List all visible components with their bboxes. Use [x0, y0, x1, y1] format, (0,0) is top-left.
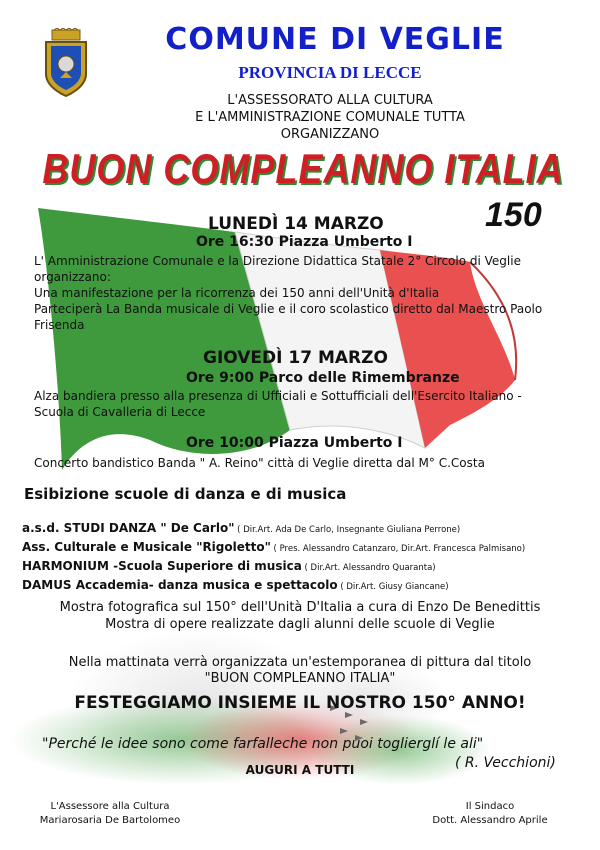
- organizer-line-2: E L'AMMINISTRAZIONE COMUNALE TUTTA: [195, 110, 465, 125]
- signature-right-name: Dott. Alessandro Aprile: [432, 815, 548, 826]
- comune-title: COMUNE DI VEGLIE: [165, 22, 505, 57]
- event1-date: LUNEDÌ 14 MARZO: [208, 214, 384, 234]
- association-detail: ( Dir.Art. Ada De Carlo, Insegnante Giuliana Perrone): [234, 525, 461, 535]
- association-item: [22, 558, 592, 577]
- event1-line: L' Amministrazione Comunale e la Direzione Didattica Statale 2° Circolo di Veglie: [34, 254, 521, 268]
- anniversary-number: 150: [485, 196, 542, 234]
- association-detail: ( Pres. Alessandro Catanzaro, Dir.Art. Francesca Palmisano): [270, 544, 526, 554]
- associations-list: [22, 520, 592, 596]
- event1-description: [34, 253, 574, 333]
- association-name: HARMONIUM -Scuola Superiore di musica: [22, 559, 302, 573]
- event1-line: organizzano:: [34, 270, 111, 284]
- signature-left-name: Mariarosaria De Bartolomeo: [39, 815, 181, 826]
- quote-author: ( R. Vecchioni): [455, 755, 556, 771]
- event2-time2: Ore 10:00 Piazza Umberto I: [186, 435, 403, 451]
- event2-line: Alza bandiera presso alla presenza di Ufficiali e Sottufficiali dell'Esercito Italiano -: [34, 389, 522, 403]
- association-name: Ass. Culturale e Musicale "Rigoletto": [22, 540, 271, 554]
- provincia-subtitle: PROVINCIA DI LECCE: [238, 63, 422, 82]
- signature-left-role: L'Assessore alla Cultura: [50, 801, 170, 812]
- coat-of-arms-icon: [40, 28, 92, 100]
- event2-line: Scuola di Cavalleria di Lecce: [34, 405, 206, 419]
- main-title: BUON COMPLEANNO ITALIA: [42, 144, 564, 192]
- organizer-line-3: ORGANIZZANO: [280, 127, 380, 142]
- association-name: DAMUS Accademia- danza musica e spettacolo: [22, 578, 338, 592]
- association-item: [22, 520, 592, 539]
- exhibition-title: Esibizione scuole di danza e di musica: [24, 485, 347, 503]
- signature-right: [390, 800, 590, 828]
- association-name: a.s.d. STUDI DANZA " De Carlo": [22, 521, 235, 535]
- auguri-text: AUGURI A TUTTI: [245, 763, 355, 777]
- event1-line: Parteciperà La Banda musicale di Veglie e il coro scolastico diretto dal Maestro Paolo: [34, 302, 543, 316]
- quote-text: "Perché le idee sono come farfalleche non puoi toglierglí le ali": [42, 736, 484, 752]
- event1-time: Ore 16:30 Piazza Umberto I: [196, 234, 413, 250]
- mostra-line-1: Mostra fotografica sul 150° dell'Unità D'Italia a cura di Enzo De Benedittis: [59, 600, 541, 615]
- association-detail: ( Dir.Art. Giusy Giancane): [337, 582, 449, 592]
- painting-line-2: "BUON COMPLEANNO ITALIA": [204, 671, 396, 686]
- association-detail: ( Dir.Art. Alessandro Quaranta): [301, 563, 436, 573]
- painting-line-1: Nella mattinata verrà organizzata un'estemporanea di pittura dal titolo: [68, 655, 532, 670]
- event2-description: [34, 388, 574, 420]
- event2-time: Ore 9:00 Parco delle Rimembranze: [186, 370, 460, 386]
- signature-right-role: Il Sindaco: [465, 801, 515, 812]
- event2-date: GIOVEDÌ 17 MARZO: [203, 348, 388, 368]
- association-item: [22, 577, 592, 596]
- event2-concert: Concerto bandistico Banda " A. Reino" città di Veglie diretta dal M° C.Costa: [34, 456, 485, 470]
- signature-left: [10, 800, 210, 828]
- association-item: [22, 539, 592, 558]
- festeggiamo-banner: FESTEGGIAMO INSIEME IL NOSTRO 150° ANNO!: [74, 693, 526, 713]
- event1-line: Una manifestazione per la ricorrenza dei 150 anni dell'Unità d'Italia: [34, 286, 440, 300]
- mostra-line-2: Mostra di opere realizzate dagli alunni delle scuole di Veglie: [105, 617, 495, 632]
- event1-line: Frisenda: [34, 318, 85, 332]
- organizer-line-1: L'ASSESSORATO ALLA CULTURA: [227, 93, 433, 108]
